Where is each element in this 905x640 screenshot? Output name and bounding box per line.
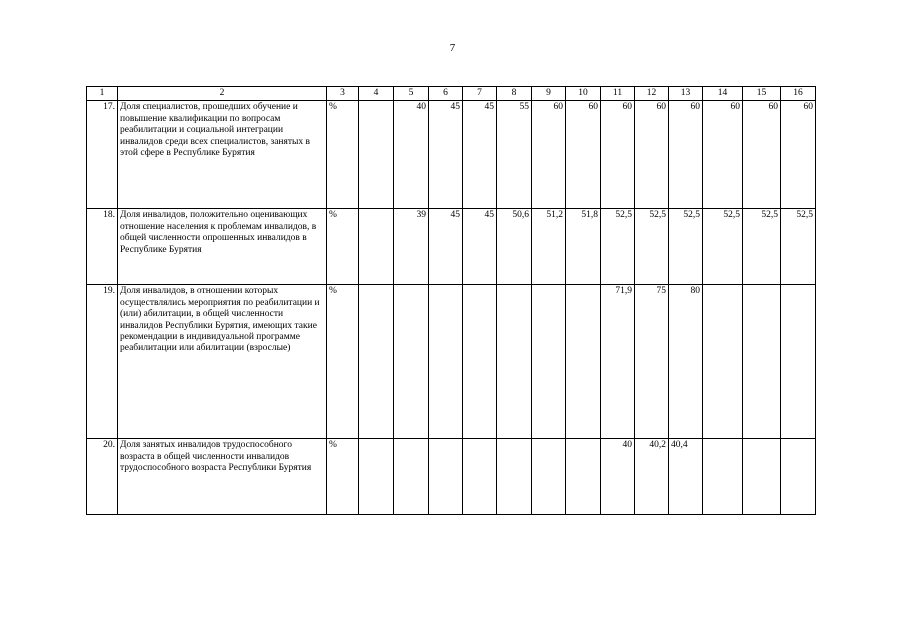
- header-cell: 9: [532, 87, 566, 101]
- header-cell: 15: [743, 87, 781, 101]
- value-cell: 55: [497, 101, 532, 209]
- value-cell: [429, 439, 463, 515]
- value-cell: 50,6: [497, 209, 532, 285]
- value-cell: 60: [703, 101, 743, 209]
- value-cell: [463, 439, 497, 515]
- row-number: 20.: [87, 439, 118, 515]
- value-cell: 39: [394, 209, 429, 285]
- value-cell: 51,8: [566, 209, 601, 285]
- indicator-text: Доля инвалидов, положительно оценивающих отношение населения к проблемам инвалидов, в общей численности опрошенных инвалидов в Республике Бурятия: [118, 209, 327, 285]
- value-cell: [429, 285, 463, 439]
- value-cell: [497, 285, 532, 439]
- value-cell: [743, 439, 781, 515]
- value-cell: 45: [429, 101, 463, 209]
- value-cell: [566, 439, 601, 515]
- value-cell: 71,9: [601, 285, 635, 439]
- value-cell: 60: [532, 101, 566, 209]
- value-cell: 52,5: [781, 209, 816, 285]
- header-cell: 6: [429, 87, 463, 101]
- value-cell: [566, 285, 601, 439]
- value-cell: 60: [601, 101, 635, 209]
- value-cell: 45: [429, 209, 463, 285]
- unit-cell: %: [327, 285, 359, 439]
- value-cell: 60: [781, 101, 816, 209]
- value-cell: 51,2: [532, 209, 566, 285]
- row-number: 18.: [87, 209, 118, 285]
- header-cell: 16: [781, 87, 816, 101]
- header-cell: 11: [601, 87, 635, 101]
- indicator-text: Доля инвалидов, в отношении которых осуществлялись мероприятия по реабилитации и (или) абилитации, в общей численности инвалидов Республики Бурятия, имеющих такие рекомендации в индивидуальной программе реабилитации или абилитации (взрослые): [118, 285, 327, 439]
- unit-cell: %: [327, 101, 359, 209]
- value-cell: 52,5: [743, 209, 781, 285]
- header-row: [87, 87, 816, 101]
- indicator-text: Доля специалистов, прошедших обучение и повышение квалификации по вопросам реабилитации и социальной интеграции инвалидов среди всех специалистов, занятых в этой сфере в Республике Бурятия: [118, 101, 327, 209]
- value-cell: [781, 439, 816, 515]
- value-cell: [532, 439, 566, 515]
- value-cell: 80: [669, 285, 703, 439]
- value-cell: 52,5: [601, 209, 635, 285]
- value-cell: 45: [463, 101, 497, 209]
- header-cell: 12: [635, 87, 669, 101]
- value-cell: [703, 439, 743, 515]
- value-cell: 60: [743, 101, 781, 209]
- unit-cell: %: [327, 209, 359, 285]
- table-row: [87, 285, 816, 439]
- table-row: [87, 439, 816, 515]
- value-cell: [703, 285, 743, 439]
- value-cell: [359, 439, 394, 515]
- header-cell: 3: [327, 87, 359, 101]
- indicator-text: Доля занятых инвалидов трудоспособного возраста в общей численности инвалидов трудоспособного возраста Республики Бурятия: [118, 439, 327, 515]
- value-cell: 60: [635, 101, 669, 209]
- value-cell: 40,4: [669, 439, 703, 515]
- value-cell: [532, 285, 566, 439]
- value-cell: 52,5: [669, 209, 703, 285]
- header-cell: 8: [497, 87, 532, 101]
- value-cell: [359, 285, 394, 439]
- header-cell: 2: [118, 87, 327, 101]
- value-cell: [781, 285, 816, 439]
- value-cell: 40: [394, 101, 429, 209]
- value-cell: [497, 439, 532, 515]
- header-cell: 4: [359, 87, 394, 101]
- value-cell: [359, 101, 394, 209]
- header-cell: 7: [463, 87, 497, 101]
- header-cell: 1: [87, 87, 118, 101]
- table-row: [87, 209, 816, 285]
- header-cell: 14: [703, 87, 743, 101]
- value-cell: [394, 285, 429, 439]
- value-cell: [359, 209, 394, 285]
- value-cell: 60: [669, 101, 703, 209]
- value-cell: 52,5: [703, 209, 743, 285]
- unit-cell: %: [327, 439, 359, 515]
- header-cell: 13: [669, 87, 703, 101]
- page-number: 7: [449, 42, 456, 54]
- value-cell: 60: [566, 101, 601, 209]
- value-cell: 75: [635, 285, 669, 439]
- value-cell: 45: [463, 209, 497, 285]
- value-cell: 40,2: [635, 439, 669, 515]
- value-cell: [394, 439, 429, 515]
- value-cell: 40: [601, 439, 635, 515]
- header-cell: 10: [566, 87, 601, 101]
- row-number: 17.: [87, 101, 118, 209]
- indicators-table: [86, 86, 816, 515]
- value-cell: [743, 285, 781, 439]
- header-cell: 5: [394, 87, 429, 101]
- value-cell: 52,5: [635, 209, 669, 285]
- value-cell: [463, 285, 497, 439]
- row-number: 19.: [87, 285, 118, 439]
- table-row: [87, 101, 816, 209]
